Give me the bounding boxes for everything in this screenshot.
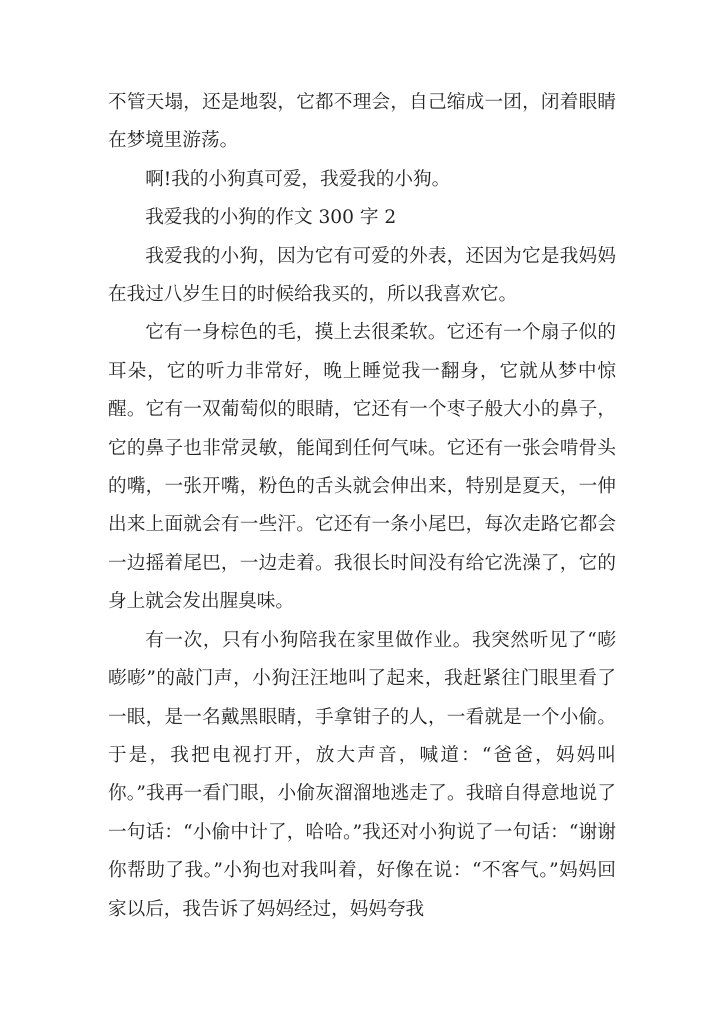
paragraph-continuation: 不管天塌，还是地裂，它都不理会，自己缩成一团，闭着眼睛在梦境里游荡。 <box>108 92 616 152</box>
essay-heading: 我爱我的小狗的作文 300 字 2 <box>145 207 397 229</box>
paragraph-story: 有一次，只有小狗陪我在家里做作业。我突然听见了“嘭嘭嘭”的敲门声，小狗汪汪地叫了起来，我赶紧往门眼里看了一眼，是一名戴黑眼睛，手拿钳子的人，一看就是一个小偷。于是，我把电视打开，放大声音，喊道：“爸爸，妈妈叫你。”我再一看门眼，小偷灰溜溜地逃走了。我暗自得意地说了一句话：“小偷中计了，哈哈。”我还对小狗说了一句话：“谢谢你帮助了我。”小狗也对我叫着，好像在说：“不客气。”妈妈回家以后，我告诉了妈妈经过，妈妈夸我 <box>108 629 616 920</box>
paragraph-description: 它有一身棕色的毛，摸上去很柔软。它还有一个扇子似的耳朵，它的听力非常好，晚上睡觉我一翻身，它就从梦中惊醒。它有一双葡萄似的眼睛，它还有一个枣子般大小的鼻子，它的鼻子也非常灵敏，能闻到任何气味。它还有一张会啃骨头的嘴，一张开嘴，粉色的舌头就会伸出来，特别是夏天，一伸出来上面就会有一些汗。它还有一条小尾巴，每次走路它都会一边摇着尾巴，一边走着。我很长时间没有给它洗澡了，它的身上就会发出腥臭味。 <box>108 322 616 613</box>
document-page <box>108 84 616 929</box>
paragraph-intro: 我爱我的小狗，因为它有可爱的外表，还因为它是我妈妈在我过八岁生日的时候给我买的，所以我喜欢它。 <box>108 245 616 306</box>
paragraph-exclamation: 啊!我的小狗真可爱，我爱我的小狗。 <box>145 168 451 190</box>
